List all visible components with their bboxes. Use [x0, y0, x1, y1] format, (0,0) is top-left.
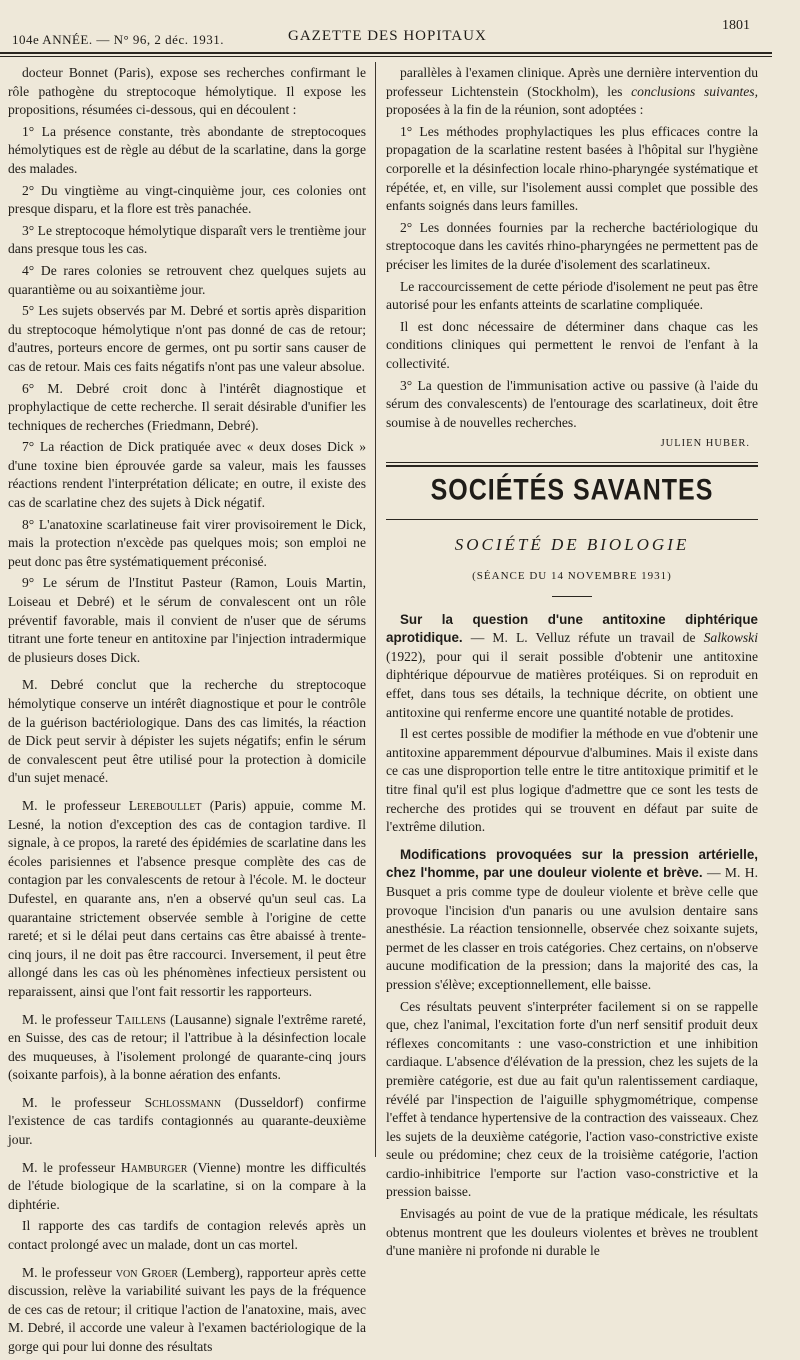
text-run: M. le professeur — [22, 1094, 145, 1110]
article — [386, 611, 758, 723]
session-date: (SÉANCE DU 14 NOVEMBRE 1931) — [472, 570, 672, 583]
header-rule-thin — [0, 56, 772, 57]
speaker-name: Hamburger — [120, 1159, 188, 1175]
paragraph: M. Debré conclut que la recherche du streptocoque hémolytique conserve un intérêt diagnostique et pour le contrôle de la guérison bactériologique. Dans des cas limités, la réaction de Dick peut servir à dépister les sujets négatifs; enfin le sérum de convalescent peut être utilisé pour la protection à domicile d'un sujet menacé. — [8, 677, 366, 786]
text-run: — M. L. Velluz réfute un travail de — [462, 630, 704, 646]
short-divider — [552, 596, 592, 597]
paragraph: 2° Les données fournies par la recherche bactériologique du streptocoque dans les cavités rhino-pharyngées ne permettent pas de préciser les limites de la durée d'isolement des scarlatineux. — [386, 219, 758, 272]
italic-text: Salkowski — [703, 630, 758, 646]
paragraph: Il rapporte des cas tardifs de contagion relevés après un contact prolongé avec un malade, dont un cas mortel. — [8, 1218, 366, 1253]
paragraph — [8, 1264, 366, 1357]
text-run: proposées à la fin de la réunion, sont adoptées : — [386, 102, 644, 118]
paragraph: 4° De rares colonies se retrouvent chez quelques sujets au quarantième ou au soixantième jour. — [8, 262, 366, 297]
paragraph: Il est donc nécessaire de déterminer dans chaque cas les conditions cliniques qui permettent le renvoi de l'enfant à la collectivité. — [386, 318, 758, 371]
page-number: 1801 — [722, 18, 750, 33]
speaker-name: Schlossmann — [144, 1094, 222, 1110]
paragraph: 7° La réaction de Dick pratiquée avec « deux doses Dick » d'une toxine bien éprouvée garde sa valeur, mais les fausses réactions rendent l'interprétation délicate; en outre, il existe des cas de scarlatine chez des sujets à Dick négatif. — [8, 439, 366, 511]
section-title: SOCIÉTÉS SAVANTES — [430, 473, 714, 507]
text-run: (Dusseldorf) confirme l'existence de cas tardifs contagionnés au quarante-deuxième jour. — [8, 1094, 366, 1148]
paragraph: Ces résultats peuvent s'interpréter facilement si on se rappelle que, chez l'animal, l'excitation forte d'un nerf sensitif produit deux réflexes concomitants : une vaso-constriction et une inhibition cardiaque. L'absence d'élévation de la pression, chez les sujets de la première catégorie, est due au fait qu'un ralentissement cardiaque, révélé par l'inspection de l'aiguille sphygmométrique, compense l'effet à tendance hypertensive de la contraction des vaisseaux. Chez les sujets de la deuxième catégorie, l'action vaso-constrictive existe seule ou prédomine; chez ceux de la troisième catégorie, l'action cardio-inhibitrice l'emporte sur l'action vaso-constrictive et la pression baisse. — [386, 998, 758, 1200]
paragraph: 9° Le sérum de l'Institut Pasteur (Ramon, Louis Martin, Loiseau et Debré) et le sérum de convalescent ont un rôle préventif favorable, mais il convient de n'user que de sérums titrant une forte teneur en antitoxine par l'injection intradermique de plusieurs doses Dick. — [8, 575, 366, 665]
text-run: (Lemberg), rapporteur après cette discussion, relève la variabilité suivant les pays de la fréquence de ces cas de retour; il critique l'action de l'anatoxine, mais, avec M. Debré, il accorde une valeur à l'examen bactériologique de la gorge qui pour lui donne des résultats — [8, 1264, 366, 1354]
text-run: (Paris) appuie, comme M. Lesné, la notion d'exception des cas de contagion tardive. Il signale, à ce propos, la rareté des épidémies de scarlatine dans les écoles parisiennes et l'absence presque complète des cas de contagion par les convalescents de retour à l'école. M. le docteur Dufestel, en quarante ans, n'en a observé qu'un seul cas. La quarantaine strictement observée semble à l'origine de cette rareté; et si le délai peut dans certains cas être abaissé à trente-cinq jours, il ne doit pas être raccourci. Inversement, il peut être allongé dans les cas où les phénomènes infectieux persistent ou reparaissent, ainsi que l'ont fait ressortir les rapporteurs. — [8, 797, 366, 999]
section-rule-thick — [386, 465, 758, 467]
paragraph: Envisagés au point de vue de la pratique médicale, les résultats obtenus montrent que les douleurs violentes et brèves ne troublent d'une manière ni profonde ni durable le — [386, 1206, 758, 1259]
text-run: (1922), pour qui il serait possible d'obtenir une antitoxine diphtérique dépourvue de matières protéiques. Si on reproduit en effet, dans tous ses détails, la technique décrite, on obtient une antitoxine qui renferme encore une quantité notable de protides. — [386, 648, 758, 720]
speaker-name: Lereboullet — [128, 797, 202, 813]
paragraph — [8, 1094, 366, 1150]
text-run: (Vienne) montre les difficultés de l'étude biologique de la scarlatine, si on la compare à la diphtérie. — [8, 1159, 366, 1212]
society-title: SOCIÉTÉ DE BIOLOGIE — [454, 535, 690, 555]
text-run: M. le professeur — [22, 1159, 121, 1175]
article-title: Sur la question d'une antitoxine diphtérique aprotidique. — [386, 611, 758, 646]
text-run: M. le professeur — [22, 1011, 116, 1027]
right-column — [386, 64, 758, 1264]
italic-text: conclusions suivantes, — [631, 83, 758, 99]
paragraph: docteur Bonnet (Paris), expose ses recherches confirmant le rôle pathogène du streptocoque hémolytique. Il expose les propositions, résumées ci-dessous, qui en découlent : — [8, 65, 366, 118]
journal-title: GAZETTE DES HOPITAUX — [288, 28, 487, 44]
text-run: (Lausanne) signale l'extrême rareté, en Suisse, des cas de retour; il l'attribue à la désinfection locale des muqueuses, à l'isolement prolongé de quarante-cinq jours (soixante parfois), à la bonne aération des enfants. — [8, 1011, 366, 1083]
paragraph — [8, 1159, 366, 1215]
author-signature: JULIEN HUBER. — [660, 438, 750, 450]
paragraph — [8, 797, 366, 1002]
column-divider — [375, 62, 376, 1157]
text-run: M. le professeur — [22, 1264, 116, 1280]
paragraph: 1° Les méthodes prophylactiques les plus efficaces contre la propagation de la scarlatine restent basées à l'hôpital sur l'hygiène corporelle et la désinfection locale rhino-pharyngée systématique et répétée, et, en ville, sur l'isolement aussi complet que possible des enfants soignés dans leurs familles. — [386, 123, 758, 214]
left-column — [8, 64, 366, 1360]
page-header — [10, 8, 790, 48]
article-title: Modifications provoquées sur la pression artérielle, chez l'homme, par une douleur violente et brève. — [386, 846, 758, 881]
text-run: parallèles à l'examen clinique. Après une dernière intervention du professeur Lichtenstein (Stockholm), les — [386, 65, 758, 99]
paragraph: 6° M. Debré croit donc à l'intérêt diagnostique et prophylactique de cette recherche. Il serait désirable d'unifier les techniques de recherches (Friedmann, Debré). — [8, 380, 366, 433]
paragraph: Le raccourcissement de cette période d'isolement ne peut pas être autorisé pour les enfants atteints de scarlatine compliquée. — [386, 278, 758, 313]
section-rule-bottom — [386, 519, 758, 520]
text-run: M. le professeur — [22, 797, 129, 813]
paragraph: 3° La question de l'immunisation active ou passive (à l'aide du sérum des convalescents) de l'entourage des scarlatineux, doit être soumise à de nouvelles recherches. — [386, 377, 758, 430]
paragraph: 5° Les sujets observés par M. Debré et sortis après disparition du streptocoque hémolytique n'ont pas donné de cas de retour; d'autres, porteurs encore de germes, ont pu sortir sans causer de cas de retour. Mais ces faits négatifs n'ont pas une valeur absolue. — [8, 303, 366, 374]
paragraph — [386, 64, 758, 120]
speaker-name: Taillens — [115, 1011, 166, 1027]
speaker-name: von Groer — [115, 1264, 178, 1280]
paragraph — [8, 1011, 366, 1085]
issue-info: 104e ANNÉE. — N° 96, 2 déc. 1931. — [12, 32, 224, 47]
text-run: — M. H. Busquet a pris comme type de douleur violente et brève celle que provoque l'incision d'un panaris ou une avulsion dentaire sans anesthésie. La réaction tensionnelle, observée chez soixante sujets, permet de les classer en trois catégories. Chez certains, on n'observe aucune modification de la pression; dans la majorité des cas, la pression s'élève; exceptionnellement, elle baisse. — [386, 865, 758, 992]
section-rule — [386, 462, 758, 463]
header-rule — [0, 52, 772, 54]
paragraph: 2° Du vingtième au vingt-cinquième jour, ces colonies ont presque disparu, et la flore est très panachée. — [8, 182, 366, 217]
paragraph: Il est certes possible de modifier la méthode en vue d'obtenir une antitoxine apparemment dépourvue d'albumines. Mais il existe dans ce cas une disproportion telle entre le titre antitoxique primitif et le titre final qu'il est plus logique d'admettre que ce sont les tests de recherche des protides qui se trouvent en défaut par suite de l'extrême dilution. — [386, 726, 758, 835]
paragraph: 8° L'anatoxine scarlatineuse fait virer provisoirement le Dick, mais la protection n'excède pas quelques mois; son emploi ne peut donc pas être systématiquement préconisé. — [8, 516, 366, 569]
paragraph: 1° La présence constante, très abondante de streptocoques hémolytiques est de règle au début de la scarlatine, dans la gorge des malades. — [8, 123, 366, 176]
article — [386, 846, 758, 995]
paragraph: 3° Le streptocoque hémolytique disparaît vers le trentième jour dans presque tous les cas. — [8, 222, 366, 257]
